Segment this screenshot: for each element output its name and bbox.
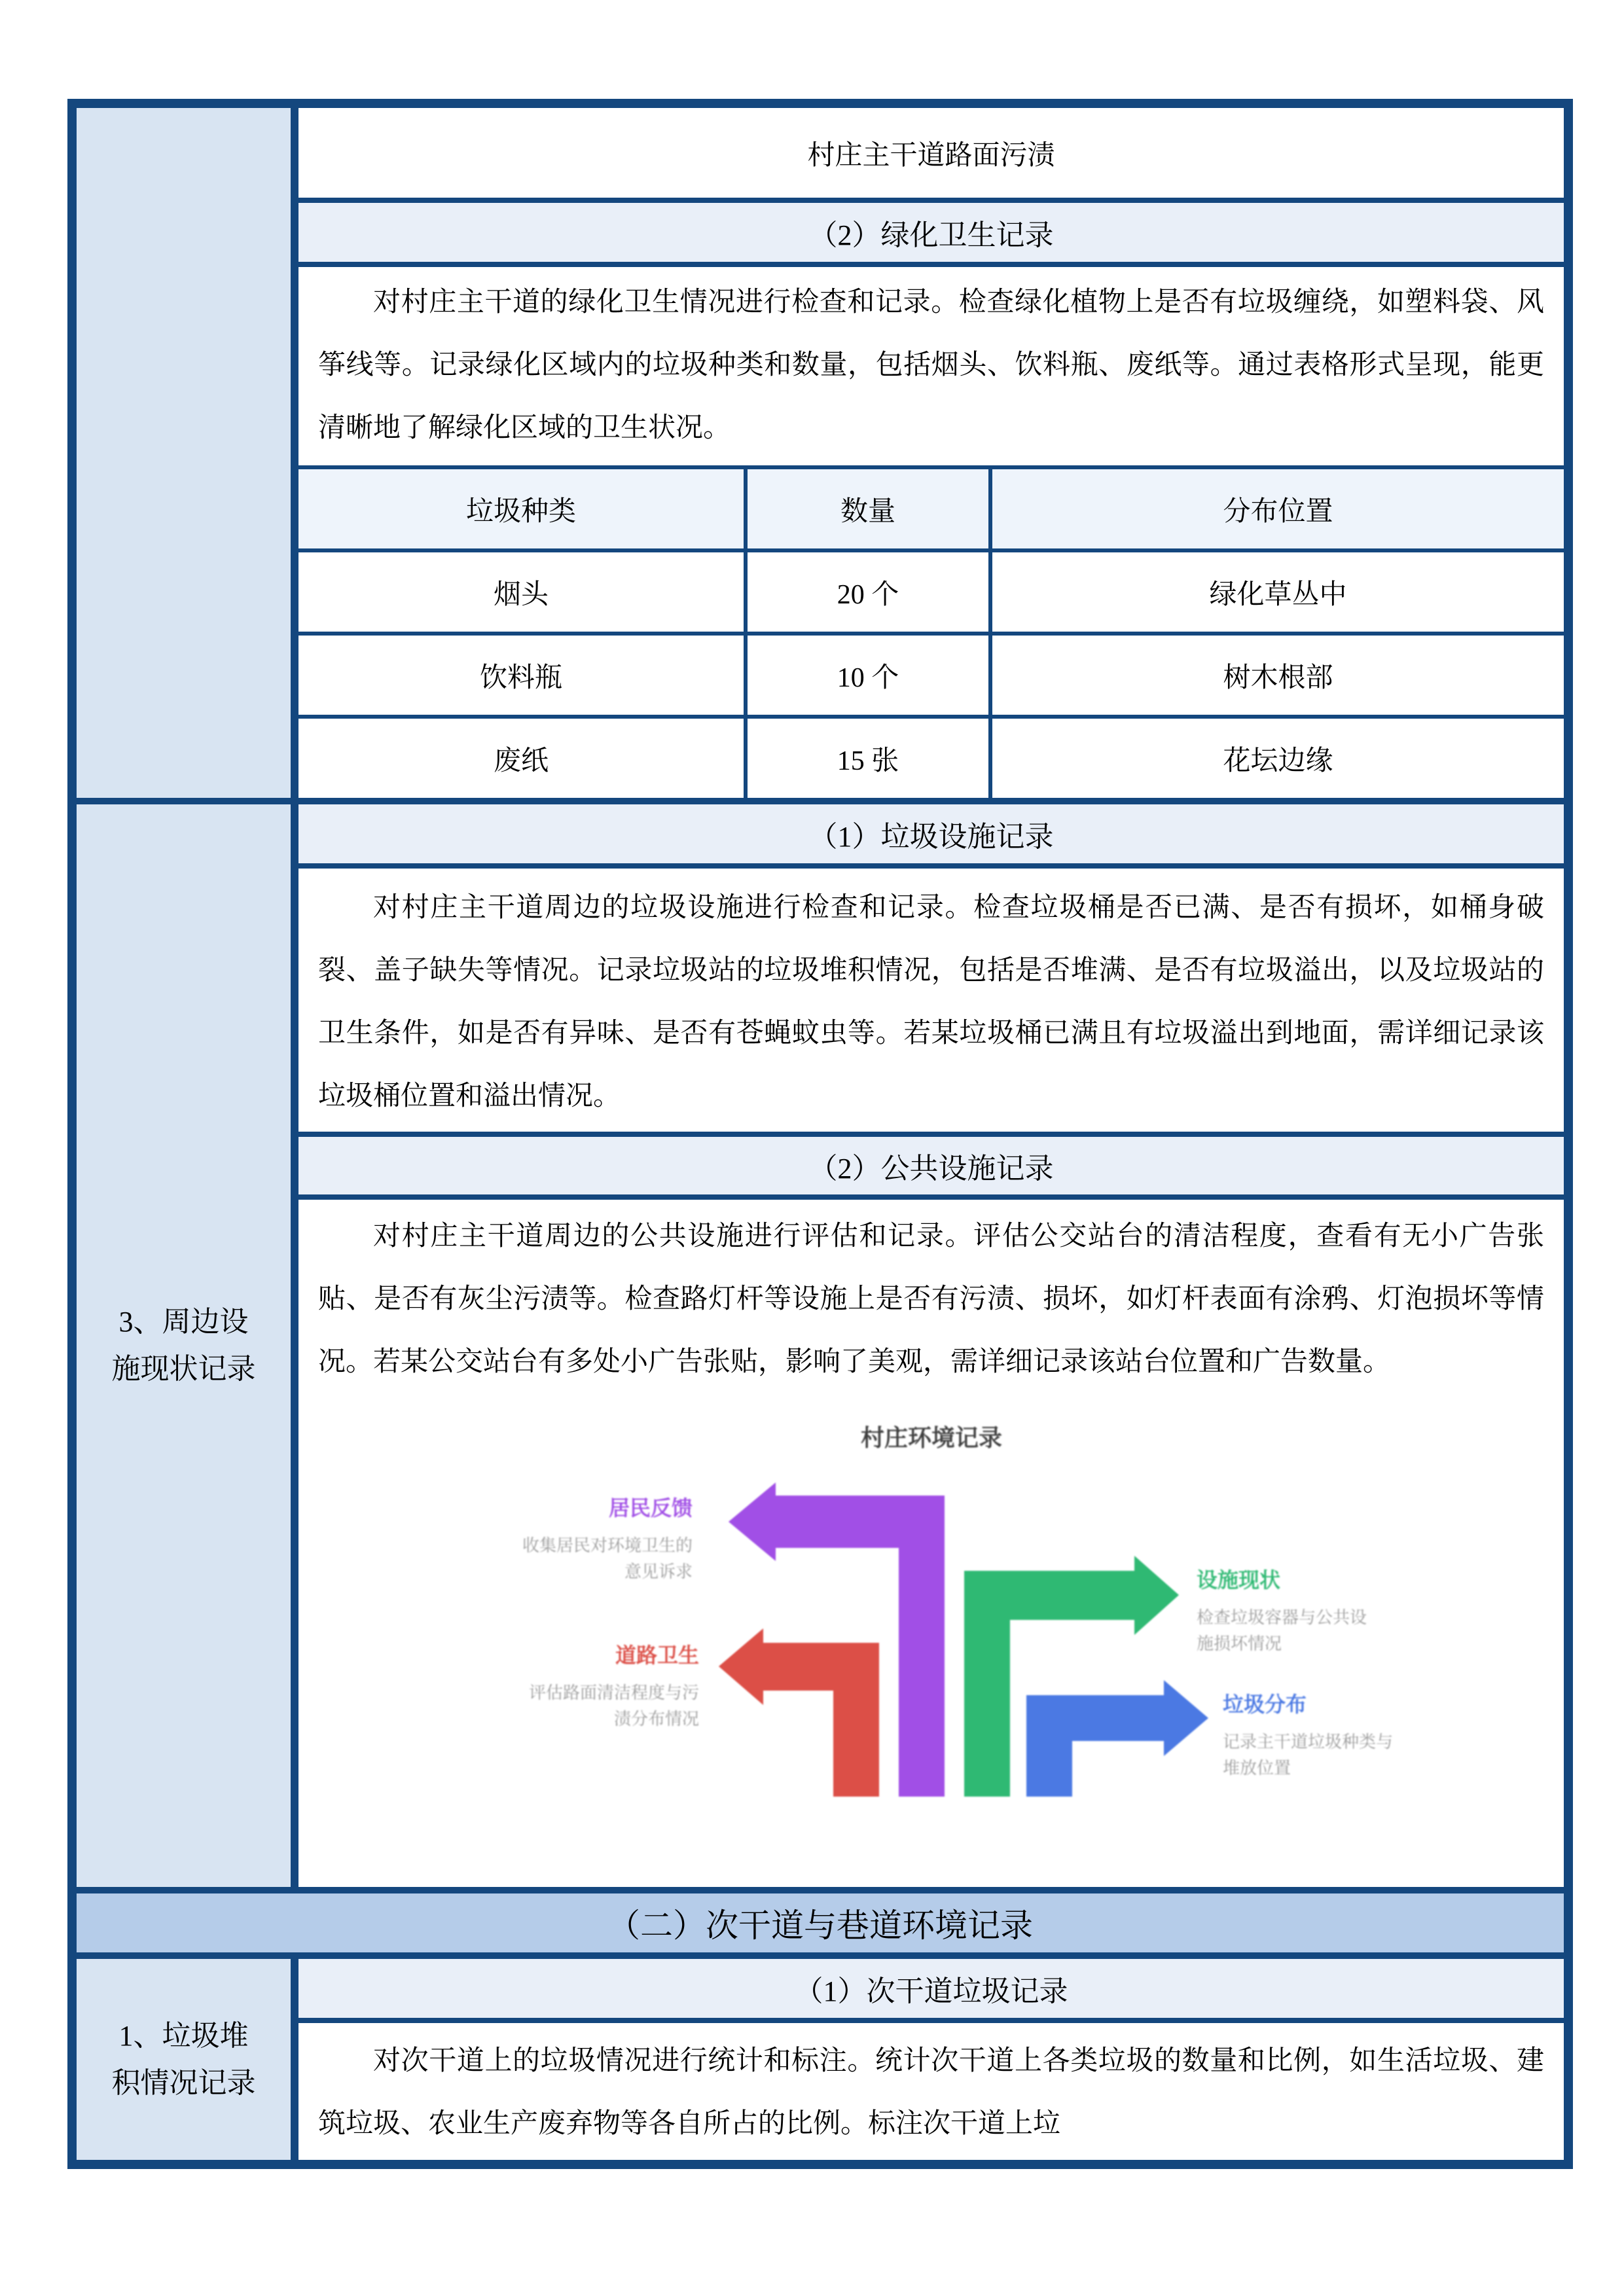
garbage-type-cell: 烟头 [493,579,549,610]
diagram-desc-facility-1: 检查垃圾容器与公共设 [1196,1608,1367,1627]
label-accumulation-line2: 积情况记录 [111,2066,256,2099]
section-main-road [77,108,1564,798]
garbage-location-cell: 花坛边缘 [1223,745,1333,776]
paragraph-greening [298,267,1564,465]
row-divider [298,262,1564,267]
header-garbage-facility [298,804,1564,863]
garbage-distribution-arrow-icon [1026,1680,1208,1797]
label-accumulation-line1: 1、垃圾堆 [118,2019,249,2052]
diagram-label-facility: 设施现状 [1196,1568,1280,1592]
header-greening-record [298,203,1564,262]
garbage-location-cell: 树木根部 [1223,662,1333,693]
diagram-title: 村庄环境记录 [860,1425,1002,1451]
diagram-desc-residents-2: 意见诉求 [624,1562,693,1581]
header-secondary-road [298,1959,1564,2018]
row-divider [298,198,1564,203]
diagram-label-residents: 居民反馈 [608,1496,693,1520]
diagram-desc-road-2: 渍分布情况 [613,1710,699,1729]
section-garbage-accumulation-content [298,1959,1564,2160]
row-label-empty [77,108,298,798]
section-band-text: （二）次干道与巷道环境记录 [607,1907,1033,1944]
table-row [298,715,1564,798]
paragraph-garbage-facility-text: 对村庄主干道周边的垃圾设施进行检查和记录。检查垃圾桶是否已满、是否有损坏，如桶身破裂、盖子缺失等情况。记录垃圾站的垃圾堆积情况，包括是否堆满、是否有垃圾溢出，以及垃圾站的卫生条件，如是否有异味、是否有苍蝇蚊虫等。若某垃圾桶已满且有垃圾溢出到地面，需详细记录该垃圾桶位置和溢出情况。 [318,893,1544,1111]
label-facilities-line1: 3、周边设 [118,1306,249,1338]
garbage-type-cell: 饮料瓶 [479,662,562,693]
garbage-quantity-cell: 10 个 [744,636,992,715]
garbage-distribution-table [298,469,1564,798]
row-divider [298,1132,1564,1137]
diagram-desc-distribution-1: 记录主干道垃圾种类与 [1222,1732,1393,1751]
diagram-label-road: 道路卫生 [615,1643,699,1667]
header-secondary-road-text: （1）次干道垃圾记录 [794,1975,1068,2007]
row-divider [298,2018,1564,2023]
image-caption-row [298,108,1564,198]
paragraph-secondary-road [298,2023,1564,2160]
garbage-table-header-row [298,469,1564,548]
garbage-type-cell: 废纸 [493,745,549,776]
header-garbage-facility-text: （1）垃圾设施记录 [808,821,1054,853]
section-surrounding-facilities [77,804,1564,1887]
diagram-desc-facility-2: 施损坏情况 [1196,1634,1282,1653]
row-label-facilities [77,804,298,1887]
paragraph-greening-text: 对村庄主干道的绿化卫生情况进行检查和记录。检查绿化植物上是否有垃圾缠绕，如塑料袋、风筝线等。记录绿化区域内的垃圾种类和数量，包括烟头、饮料瓶、废纸等。通过表格形式呈现，能更清晰地了解绿化区域的卫生状况。 [318,287,1544,443]
garbage-quantity-cell: 15 张 [744,719,992,798]
garbage-table-header-location: 分布位置 [992,469,1564,548]
garbage-table-header-type: 垃圾种类 [298,469,744,548]
caption-text: 村庄主干道路面污渍 [807,140,1055,171]
section-garbage-accumulation [77,1959,1564,2160]
paragraph-public-facility-text: 对村庄主干道周边的公共设施进行评估和记录。评估公交站台的清洁程度，查看有无小广告张贴、是否有灰尘污渍等。检查路灯杆等设施上是否有污渍、损坏，如灯杆表面有涂鸦、灯泡损坏等情况。若某公交站台有多处小广告张贴，影响了美观，需详细记录该站台位置和广告数量。 [318,1221,1544,1377]
section-surrounding-facilities-content [298,804,1564,1887]
diagram-desc-residents-1: 收集居民对环境卫生的 [522,1536,693,1555]
environment-record-table [67,99,1573,2169]
row-divider [298,1194,1564,1200]
row-divider [298,863,1564,869]
section-divider [77,1887,1564,1893]
garbage-quantity-cell: 20 个 [744,552,992,632]
header-public-facility-text: （2）公共设施记录 [808,1153,1054,1185]
diagram-label-distribution: 垃圾分布 [1222,1693,1307,1716]
diagram-desc-distribution-2: 堆放位置 [1222,1759,1291,1778]
section-band-secondary-roads [77,1893,1564,1952]
table-row [298,548,1564,632]
header-greening-text: （2）绿化卫生记录 [808,219,1054,251]
garbage-table-header-quantity: 数量 [744,469,992,548]
road-hygiene-arrow-icon [719,1628,879,1797]
label-facilities-line2: 施现状记录 [111,1353,256,1385]
section-divider [77,798,1564,804]
table-row [298,632,1564,715]
village-environment-diagram [457,1417,1406,1810]
garbage-location-cell: 绿化草丛中 [1209,579,1347,610]
paragraph-garbage-facility [298,869,1564,1132]
row-label-accumulation [77,1959,298,2160]
diagram-canvas [457,1417,1406,1810]
paragraph-secondary-road-text: 对次干道上的垃圾情况进行统计和标注。统计次干道上各类垃圾的数量和比例，如生活垃圾、建筑垃圾、农业生产废弃物等各自所占的比例。标注次干道上垃 [318,2046,1544,2139]
section-divider [77,1952,1564,1959]
diagram-desc-road-1: 评估路面清洁程度与污 [528,1683,699,1702]
section-main-road-content [298,108,1564,798]
paragraph-public-facility-cell [298,1200,1564,1887]
header-public-facility [298,1137,1564,1194]
